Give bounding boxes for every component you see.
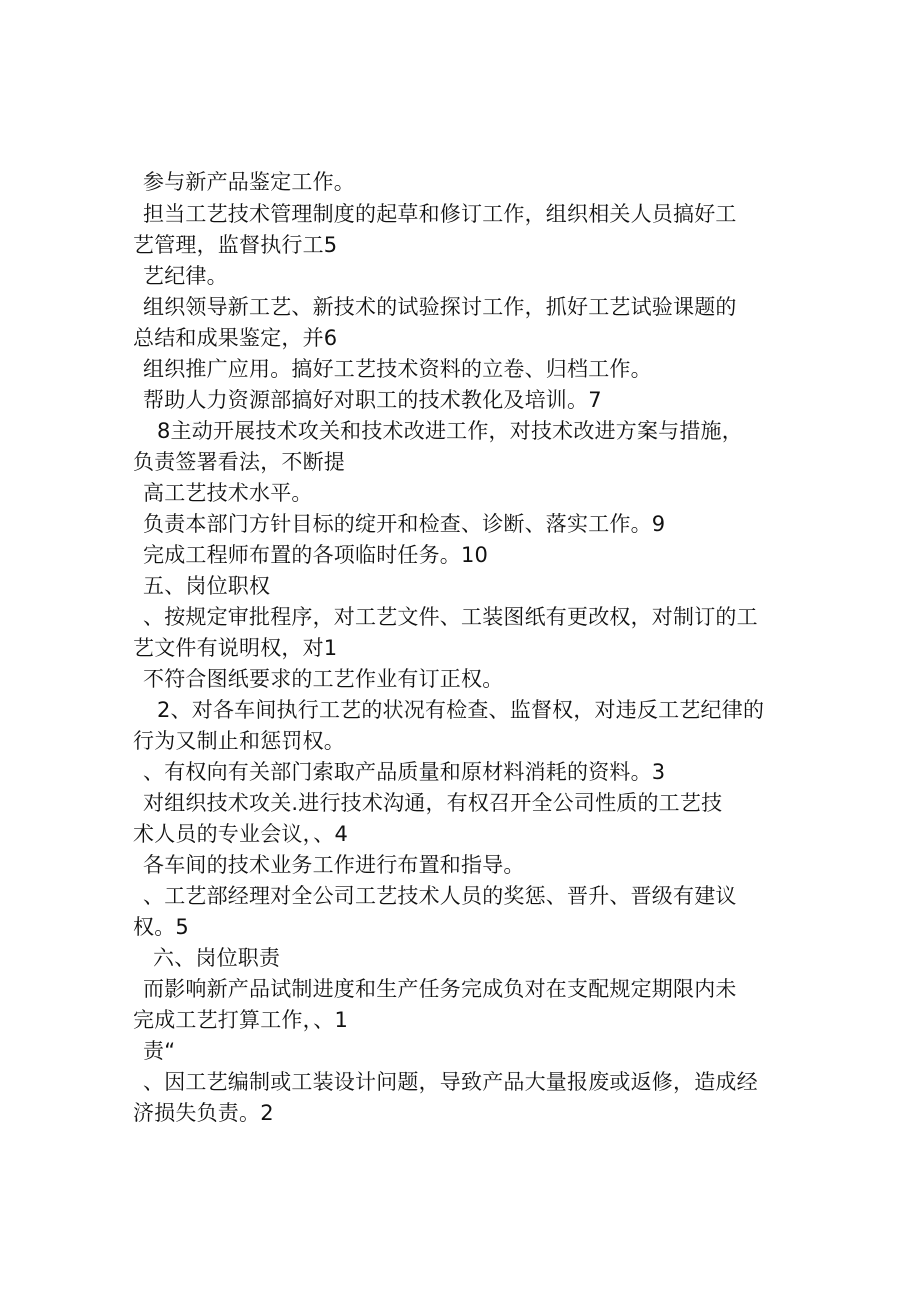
text-line-24: 、工艺部经理对全公司工艺技术人员的奖惩、晋升、晋级有建议 (143, 884, 737, 908)
section-heading-6: 六、岗位职责 (153, 946, 281, 970)
text-line-28: 完成工艺打算工作，、1 (133, 1008, 349, 1032)
text-line-15: 、按规定审批程序，对工艺文件、工装图纸有更改权，对制订的工 (143, 605, 758, 629)
text-line-19: 行为又制止和惩罚权。 (133, 729, 345, 753)
text-line-7: 组织推广应用。搞好工艺技术资料的立卷、归档工作。 (143, 357, 652, 381)
text-line-18: 2、对各车间执行工艺的状况有检查、监督权，对违反工艺纪律的 (157, 698, 765, 722)
text-line-10: 负责签署看法，不断提 (133, 450, 345, 474)
text-line-21: 对组织技术攻关.进行技术沟通，有权召开全公司性质的工艺技 (143, 791, 723, 815)
text-line-12: 负责本部门方针目标的绽开和检查、诊断、落实工作。9 (143, 512, 666, 536)
text-line-31: 济损失负责。2 (133, 1101, 274, 1125)
text-line-17: 不符合图纸要求的工艺作业有订正权。 (143, 667, 504, 691)
text-line-27: 而影响新产品试制进度和生产任务完成负对在支配规定期限内未 (143, 977, 737, 1001)
text-line-11: 高工艺技术水平。 (143, 481, 313, 505)
text-line-1: 参与新产品鉴定工作。 (143, 170, 355, 194)
text-line-5: 组织领导新工艺、新技术的试验探讨工作，抓好工艺试验课题的 (143, 295, 737, 319)
text-line-25: 权。5 (133, 915, 189, 939)
text-line-9: 8主动开展技术攻关和技术改进工作，对技术改进方案与措施， (157, 419, 743, 443)
text-line-16: 艺文件有说明权，对1 (133, 636, 338, 660)
text-line-6: 总结和成果鉴定，并6 (133, 326, 338, 350)
text-line-2: 担当工艺技术管理制度的起草和修订工作，组织相关人员搞好工 (143, 202, 737, 226)
text-line-22: 术人员的专业会议，、4 (133, 822, 349, 846)
text-line-30: 、因工艺编制或工装设计问题，导致产品大量报废或返修，造成经 (143, 1070, 758, 1094)
text-line-20: 、有权向有关部门索取产品质量和原材料消耗的资料。3 (143, 760, 666, 784)
text-line-23: 各车间的技术业务工作进行布置和指导。 (143, 853, 525, 877)
text-line-8: 帮助人力资源部搞好对职工的技术教化及培训。7 (143, 388, 602, 412)
text-line-3: 艺管理，监督执行工5 (133, 233, 338, 257)
text-line-13: 完成工程师布置的各项临时任务。10 (143, 543, 489, 567)
text-line-4: 艺纪律。 (143, 264, 228, 288)
section-heading-5: 五、岗位职权 (143, 574, 271, 598)
text-line-29: 责“ (143, 1039, 176, 1063)
